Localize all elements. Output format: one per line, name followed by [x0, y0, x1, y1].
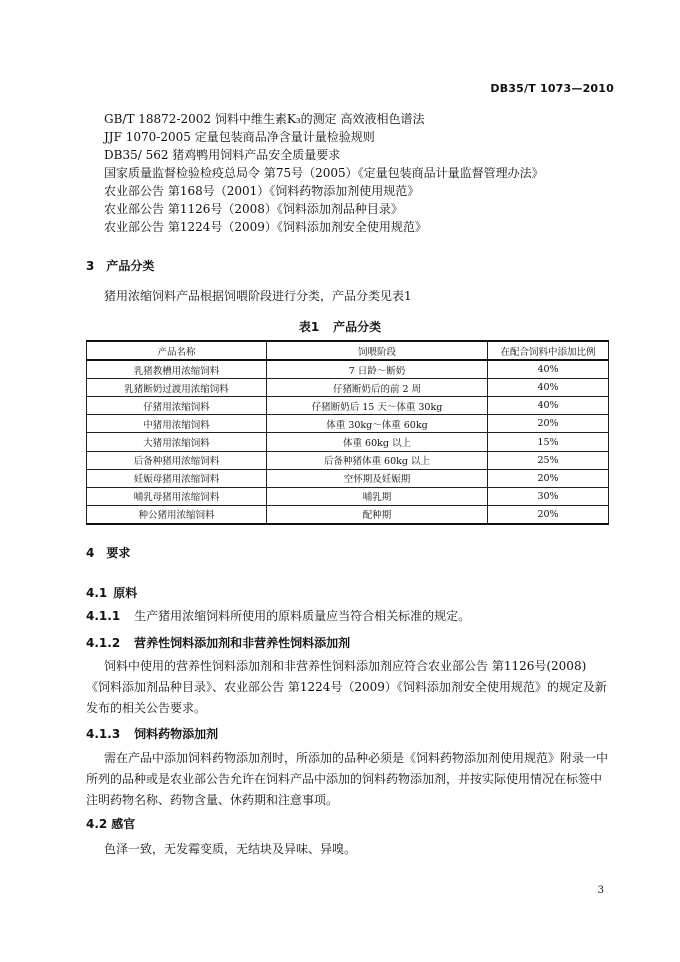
section-number: 4.1.3 [86, 727, 121, 741]
table-cell: 哺乳期 [267, 487, 488, 505]
section-4-1-heading [86, 584, 137, 601]
section-number: 4.1.2 [86, 636, 121, 650]
table-cell: 20% [488, 469, 609, 487]
section-4-1-1 [86, 606, 470, 627]
table-cell: 20% [488, 415, 609, 433]
table-cell: 40% [488, 379, 609, 397]
section-title: 感官 [111, 817, 136, 831]
section-number: 4.1 [86, 586, 108, 600]
section-title: 营养性饲料添加剂和非营养性饲料添加剂 [134, 636, 351, 650]
reference-list [104, 110, 544, 236]
section-number: 4.1.1 [86, 609, 121, 623]
table-cell: 种公猪用浓缩饲料 [87, 505, 267, 524]
column-header: 在配合饲料中添加比例 [488, 341, 609, 360]
table-cell: 空怀期及妊娠期 [267, 469, 488, 487]
table-cell: 40% [488, 397, 609, 415]
table-label: 表1 [298, 320, 320, 334]
table-cell: 30% [488, 487, 609, 505]
table-cell: 仔猪断奶后 15 天～体重 30kg [267, 397, 488, 415]
table-cell: 体重 30kg～体重 60kg [267, 415, 488, 433]
section-4-2-heading [86, 815, 135, 832]
table-cell: 25% [488, 451, 609, 469]
table-row [87, 360, 609, 379]
table-cell: 大猪用浓缩饲料 [87, 433, 267, 451]
table-cell: 40% [488, 360, 609, 379]
table-row [87, 505, 609, 524]
table-cell: 妊娠母猪用浓缩饲料 [87, 469, 267, 487]
table-cell: 中猪用浓缩饲料 [87, 415, 267, 433]
reference-item: 农业部公告 第1126号（2008）《饲料添加剂品种目录》 [104, 202, 403, 216]
section-title: 要求 [106, 546, 131, 560]
table-row [87, 469, 609, 487]
table-cell: 7 日龄～断奶 [267, 360, 488, 379]
table-cell: 体重 60kg 以上 [267, 433, 488, 451]
section-4-1-2-text: 饲料中使用的营养性饲料添加剂和非营养性饲料添加剂应符合农业部公告 第1126号(2008)《饲料添加剂品种目录》、农业部公告 第1224号（2009）《饲料添加剂安全使用规范》的规定及新发布的相关公告要求。 [86, 659, 607, 715]
reference-item: DB35/ 562 猪鸡鸭用饲料产品安全质量要求 [104, 148, 341, 162]
table-cell: 15% [488, 433, 609, 451]
table-row [87, 379, 609, 397]
section-number: 3 [86, 259, 95, 273]
section-4-1-2-heading [86, 634, 350, 651]
standard-number: DB35/T 1073—2010 [490, 82, 614, 95]
table-header-row [87, 341, 609, 360]
section-number: 4.2 [86, 817, 108, 831]
column-header: 产品名称 [87, 341, 267, 360]
table-title: 产品分类 [333, 320, 382, 334]
section-title: 饲料药物添加剂 [134, 727, 219, 741]
reference-item: GB/T 18872-2002 饲料中维生素K₃的测定 高效液相色谱法 [104, 112, 425, 126]
table-row [87, 451, 609, 469]
table-cell: 后备种猪用浓缩饲料 [87, 451, 267, 469]
page-number: 3 [597, 885, 604, 896]
section-4-1-3-text: 需在产品中添加饲料药物添加剂时，所添加的品种必须是《饲料药物添加剂使用规范》附录一中所列的品种或是农业部公告允许在饲料产品中添加的饲料药物添加剂，并按实际使用情况在标签中注明药物名称、药物含量、休药期和注意事项。 [86, 751, 609, 807]
table-caption [0, 318, 680, 335]
table-row [87, 487, 609, 505]
section-3-intro: 猪用浓缩饲料产品根据饲喂阶段进行分类，产品分类见表1 [104, 289, 412, 303]
section-4-2-text: 色泽一致，无发霉变质，无结块及异味、异嗅。 [104, 842, 357, 856]
reference-item: 国家质量监督检验检疫总局令 第75号（2005）《定量包装商品计量监督管理办法》 [104, 166, 544, 180]
table-row [87, 415, 609, 433]
column-header: 饲喂阶段 [267, 341, 488, 360]
section-4-heading [86, 544, 130, 561]
reference-item: 农业部公告 第1224号（2009）《饲料添加剂安全使用规范》 [104, 220, 427, 234]
table-cell: 仔猪断奶后的前 2 周 [267, 379, 488, 397]
reference-item: 农业部公告 第168号（2001）《饲料药物添加剂使用规范》 [104, 184, 420, 198]
section-4-1-3-heading [86, 725, 218, 742]
section-title: 原料 [113, 586, 138, 600]
clause-text: 生产猪用浓缩饲料所使用的原料质量应当符合相关标准的规定。 [134, 609, 471, 623]
table-cell: 哺乳母猪用浓缩饲料 [87, 487, 267, 505]
table-row [87, 397, 609, 415]
table-cell: 后备种猪体重 60kg 以上 [267, 451, 488, 469]
table-cell: 乳猪断奶过渡用浓缩饲料 [87, 379, 267, 397]
table-row [87, 433, 609, 451]
table-cell: 仔猪用浓缩饲料 [87, 397, 267, 415]
section-title: 产品分类 [106, 259, 155, 273]
table-cell: 配种期 [267, 505, 488, 524]
section-number: 4 [86, 546, 95, 560]
section-3-heading [86, 257, 154, 274]
product-classification-table [86, 340, 609, 525]
table-cell: 20% [488, 505, 609, 524]
table-cell: 乳猪教槽用浓缩饲料 [87, 360, 267, 379]
reference-item: JJF 1070-2005 定量包装商品净含量计量检验规则 [104, 130, 375, 144]
